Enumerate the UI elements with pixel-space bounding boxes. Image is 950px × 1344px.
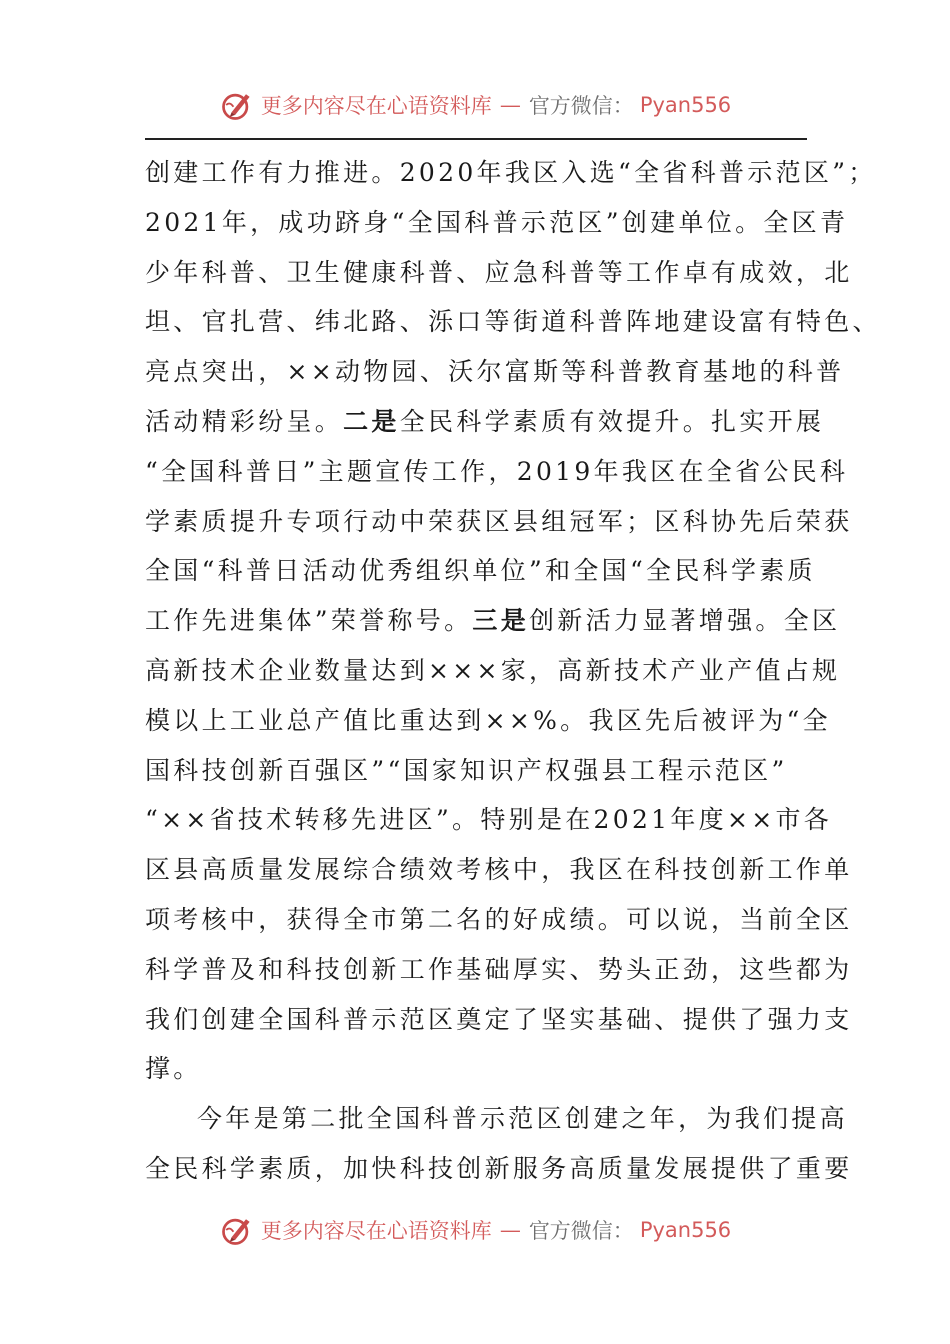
line-text: 创新活力显著增强。全区 xyxy=(529,606,841,636)
line-text: 全民科学素质，加快科技创新服务高质量发展提供了重要 xyxy=(145,1153,853,1183)
line-text: 撑。 xyxy=(145,1054,202,1084)
line-text: 创建工作有力推进。2020年我区入选“全省科普示范区”； xyxy=(145,158,877,187)
line-text: “全国科普日”主题宣传工作，2019年我区在全省公民科 xyxy=(145,456,849,486)
text-line xyxy=(145,1144,853,1194)
watermark-dash: — xyxy=(499,93,521,117)
line-text: 国科技创新百强区”“国家知识产权强县工程示范区” xyxy=(145,755,788,785)
pen-logo-icon xyxy=(219,1212,255,1248)
text-line xyxy=(145,746,810,796)
text-line xyxy=(145,895,853,945)
text-line xyxy=(145,596,841,646)
line-text: 高新技术企业数量达到×××家，高新技术产业产值占规 xyxy=(145,655,841,685)
watermark-brand-text: 更多内容尽在心语资料库 xyxy=(260,1219,492,1243)
line-text: 模以上工业总产值比重达到××%。我区先后被评为“全 xyxy=(145,705,831,735)
text-line xyxy=(145,248,853,298)
text-line xyxy=(145,497,853,547)
text-line xyxy=(145,198,849,248)
line-text: 学素质提升专项行动中荣获区县组冠军；区科协先后荣获 xyxy=(145,506,853,536)
line-text: 我们创建全国科普示范区奠定了坚实基础、提供了强力支 xyxy=(145,1004,853,1034)
page-footer xyxy=(0,1205,950,1255)
text-line xyxy=(145,995,853,1045)
page-header xyxy=(0,80,950,130)
line-text: “××省技术转移先进区”。特别是在2021年度××市各 xyxy=(145,805,833,835)
line-text: 活动精彩纷呈。 xyxy=(145,406,344,436)
text-line xyxy=(145,945,853,995)
text-line xyxy=(145,1094,848,1144)
text-line xyxy=(145,696,831,746)
text-line xyxy=(145,447,849,497)
watermark-label: 官方微信： xyxy=(528,1219,634,1243)
line-text: 亮点突出，××动物园、沃尔富斯等科普教育基地的科普 xyxy=(145,357,845,387)
line-text: 今年是第二批全国科普示范区创建之年，为我们提高 xyxy=(197,1104,848,1134)
document-body xyxy=(145,148,881,1194)
line-bold-text: 二是 xyxy=(343,406,400,436)
line-text: 项考核中，获得全市第二名的好成绩。可以说，当前全区 xyxy=(145,904,853,934)
header-rule xyxy=(145,138,807,140)
pen-logo-icon xyxy=(219,87,255,123)
text-line xyxy=(145,347,845,397)
watermark-id: Pyan556 xyxy=(639,1218,732,1242)
text-line xyxy=(145,646,841,696)
watermark-brand-text: 更多内容尽在心语资料库 xyxy=(260,94,492,118)
text-line xyxy=(145,297,881,347)
text-line xyxy=(145,148,877,198)
watermark-brand xyxy=(219,1212,731,1248)
text-line xyxy=(145,845,853,895)
watermark-label: 官方微信： xyxy=(528,94,634,118)
text-line xyxy=(145,397,825,447)
watermark-id: Pyan556 xyxy=(639,93,732,117)
text-line xyxy=(145,795,833,845)
line-text: 区县高质量发展综合绩效考核中，我区在科技创新工作单 xyxy=(145,855,853,885)
line-text: 少年科普、卫生健康科普、应急科普等工作卓有成效，北 xyxy=(145,257,853,287)
text-line xyxy=(145,546,816,596)
watermark-dash: — xyxy=(499,1218,521,1242)
line-text: 2021年，成功跻身“全国科普示范区”创建单位。全区青 xyxy=(145,207,849,237)
line-text: 科学普及和科技创新工作基础厚实、势头正劲，这些都为 xyxy=(145,954,853,984)
line-text: 坦、官扎营、纬北路、泺口等街道科普阵地建设富有特色、 xyxy=(145,307,881,337)
watermark-brand xyxy=(219,87,731,123)
line-bold-text: 三是 xyxy=(472,606,529,636)
text-line xyxy=(145,1044,810,1094)
line-text: 工作先进集体”荣誉称号。 xyxy=(145,606,473,636)
line-text: 全民科学素质有效提升。扎实开展 xyxy=(399,406,825,436)
line-text: 全国“科普日活动优秀组织单位”和全国“全民科学素质 xyxy=(145,556,816,586)
